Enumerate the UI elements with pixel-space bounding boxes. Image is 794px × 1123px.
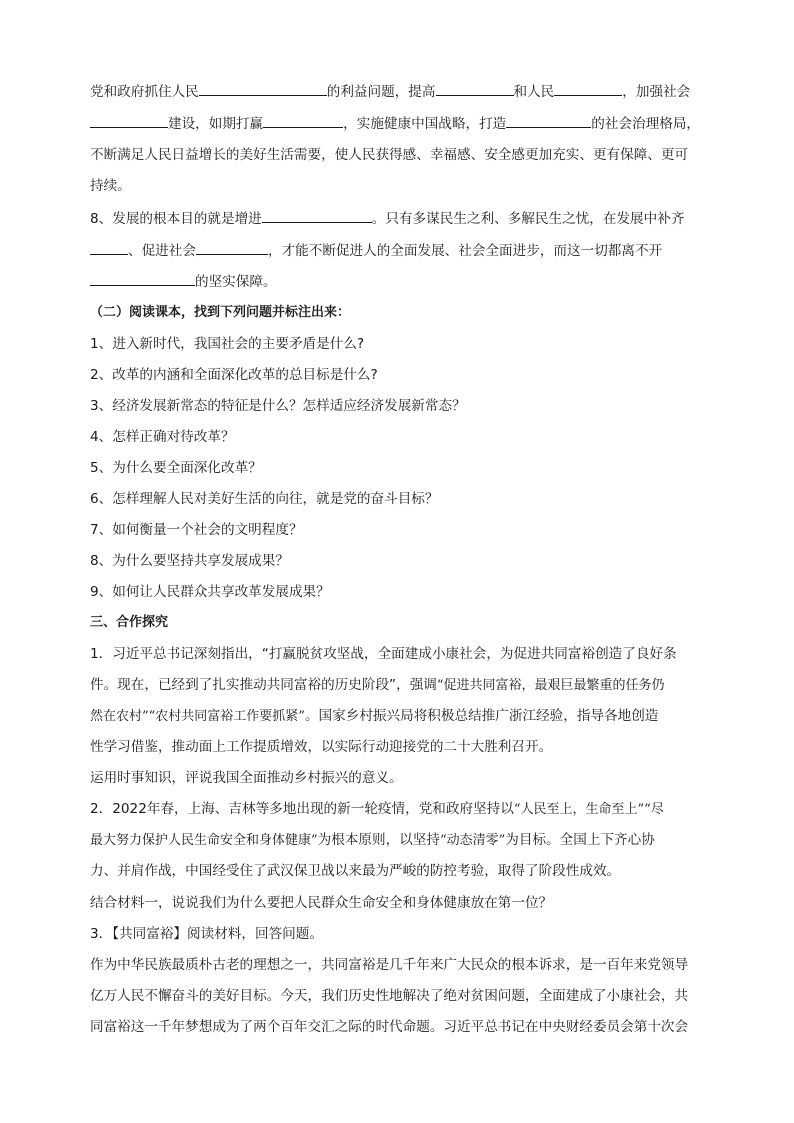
- text-segment: ，实施健康中国战略，打造: [343, 116, 507, 132]
- section-heading-coop: 三、合作探究: [90, 615, 169, 630]
- question-title: 3．【共同富裕】阅读材料，回答问题。: [90, 926, 323, 942]
- paragraph-line: 1．习近平总书记深刻指出，“打赢脱贫攻坚战，全面建成小康社会，为促进共同富裕创造了良好条: [90, 646, 677, 662]
- reading-question: 1、进入新时代，我国社会的主要矛盾是什么?: [90, 336, 365, 352]
- answer-blank[interactable]: [436, 80, 514, 96]
- reading-question: 6、怎样理解人民对美好生活的向往，就是党的奋斗目标？: [90, 491, 439, 507]
- text-segment: ，加强社会: [622, 84, 691, 100]
- reading-question: 5、为什么要全面深化改革？: [90, 460, 262, 476]
- text-segment: ，才能不断促进人的全面发展、社会全面进步，而这一切都离不开: [267, 243, 663, 259]
- reading-question: 3、经济发展新常态的特征是什么？怎样适应经济发展新常态？: [90, 398, 466, 414]
- answer-blank[interactable]: [196, 239, 268, 255]
- paragraph-line: [90, 829, 710, 851]
- paragraph-line: 作为中华民族最质朴古老的理想之一，共同富裕是几千年来广大民众的根本诉求，是一百年来党领导: [90, 957, 689, 973]
- paragraph-line: 性学习借鉴，推动面上工作提质增效，以实际行动迎接党的二十大胜利召开。: [90, 739, 553, 755]
- text-segment: 为目标。全国上下齐心协: [505, 832, 655, 848]
- quote-segment: “人民至上，生命至上”“尽: [513, 802, 664, 817]
- reading-question: 2、改革的内涵和全面深化改革的总目标是什么?: [90, 367, 378, 383]
- paragraph-line: [90, 705, 710, 727]
- text-segment: 的坚实保障。: [195, 274, 277, 290]
- reading-question: 8、为什么要坚持共享发展成果？: [90, 553, 289, 569]
- answer-blank[interactable]: [263, 112, 343, 128]
- text-segment: 2．2022年春，上海、吉林等多地出现的新一轮疫情，党和政府坚持以: [90, 801, 514, 817]
- answer-blank[interactable]: [506, 112, 591, 128]
- text-segment: 。国家乡村振兴局将积极总结推广浙江经验，指导各地创造: [304, 708, 659, 724]
- quote-segment: “动态清零”: [440, 833, 506, 848]
- text-segment: 。只有多谋民生之利、多解民生之忧，在发展中补齐: [371, 211, 685, 227]
- text-segment: 的利益问题，提高: [326, 84, 436, 100]
- answer-blank[interactable]: [554, 80, 622, 96]
- text-segment: 的社会治理格局，: [591, 116, 701, 132]
- text-segment: 建设，如期打赢: [168, 116, 264, 132]
- text-segment: 件。现在，已经到了扎实推动共同富裕的历史阶段”，强调: [90, 677, 437, 693]
- reading-question: 9、如何让人民群众共享改革发展成果？: [90, 584, 330, 600]
- answer-blank[interactable]: [199, 80, 327, 96]
- paragraph-line: 力、并肩作战，中国经受住了武汉保卫战以来最为严峻的防控考验，取得了阶段性成效。: [90, 863, 621, 879]
- quote-segment: “促进共同富裕，最艰巨最繁重的任务仍: [436, 678, 665, 693]
- quote-segment: 然在农村”“农村共同富裕工作要抓紧”: [90, 709, 305, 724]
- reading-question: 7、如何衡量一个社会的文明程度？: [90, 522, 303, 538]
- fill-in-line-1: [90, 80, 710, 102]
- text-segment: 8、发展的根本目的就是增进: [90, 211, 262, 227]
- section-heading-reading: （二）阅读课本，找到下列问题并标注出来：: [90, 305, 351, 320]
- answer-blank[interactable]: [90, 239, 128, 255]
- text-segment: 、促进社会: [128, 243, 196, 259]
- answer-blank[interactable]: [90, 112, 168, 128]
- paragraph-line: 同富裕这一千年梦想成为了两个百年交汇之际的时代命题。习近平总书记在中央财经委员会第十次会: [90, 1019, 689, 1035]
- text-segment: 党和政府抓住人民: [90, 84, 199, 100]
- reading-question: 4、怎样正确对待改革？: [90, 429, 235, 445]
- paragraph-line: 亿万人民不懈奋斗的美好目标。今天，我们历史性地解决了绝对贫困问题，全面建成了小康社会，共: [90, 988, 689, 1004]
- answer-blank[interactable]: [262, 207, 372, 223]
- q8-line-1: [90, 207, 710, 229]
- quote-segment: 最大努力保护人民生命安全和身体健康”: [90, 833, 318, 848]
- paragraph-line: 不断满足人民日益增长的美好生活需要，使人民获得感、幸福感、安全感更加充实、更有保障、更可: [90, 147, 689, 163]
- paragraph-line: [90, 798, 710, 820]
- fill-in-line-2: [90, 112, 710, 134]
- text-segment: 为根本原则，以坚持: [317, 832, 440, 848]
- paragraph-line: [90, 674, 710, 696]
- answer-blank[interactable]: [90, 270, 195, 286]
- q8-line-2: [90, 239, 710, 261]
- text-segment: 和人民: [513, 84, 555, 100]
- question-prompt: 运用时事知识，评说我国全面推动乡村振兴的意义。: [90, 770, 403, 786]
- q8-line-3: [90, 270, 710, 292]
- paragraph-line: 持续。: [90, 178, 131, 194]
- question-prompt: 结合材料一，说说我们为什么要把人民群众生命安全和身体健康放在第一位？: [90, 895, 553, 911]
